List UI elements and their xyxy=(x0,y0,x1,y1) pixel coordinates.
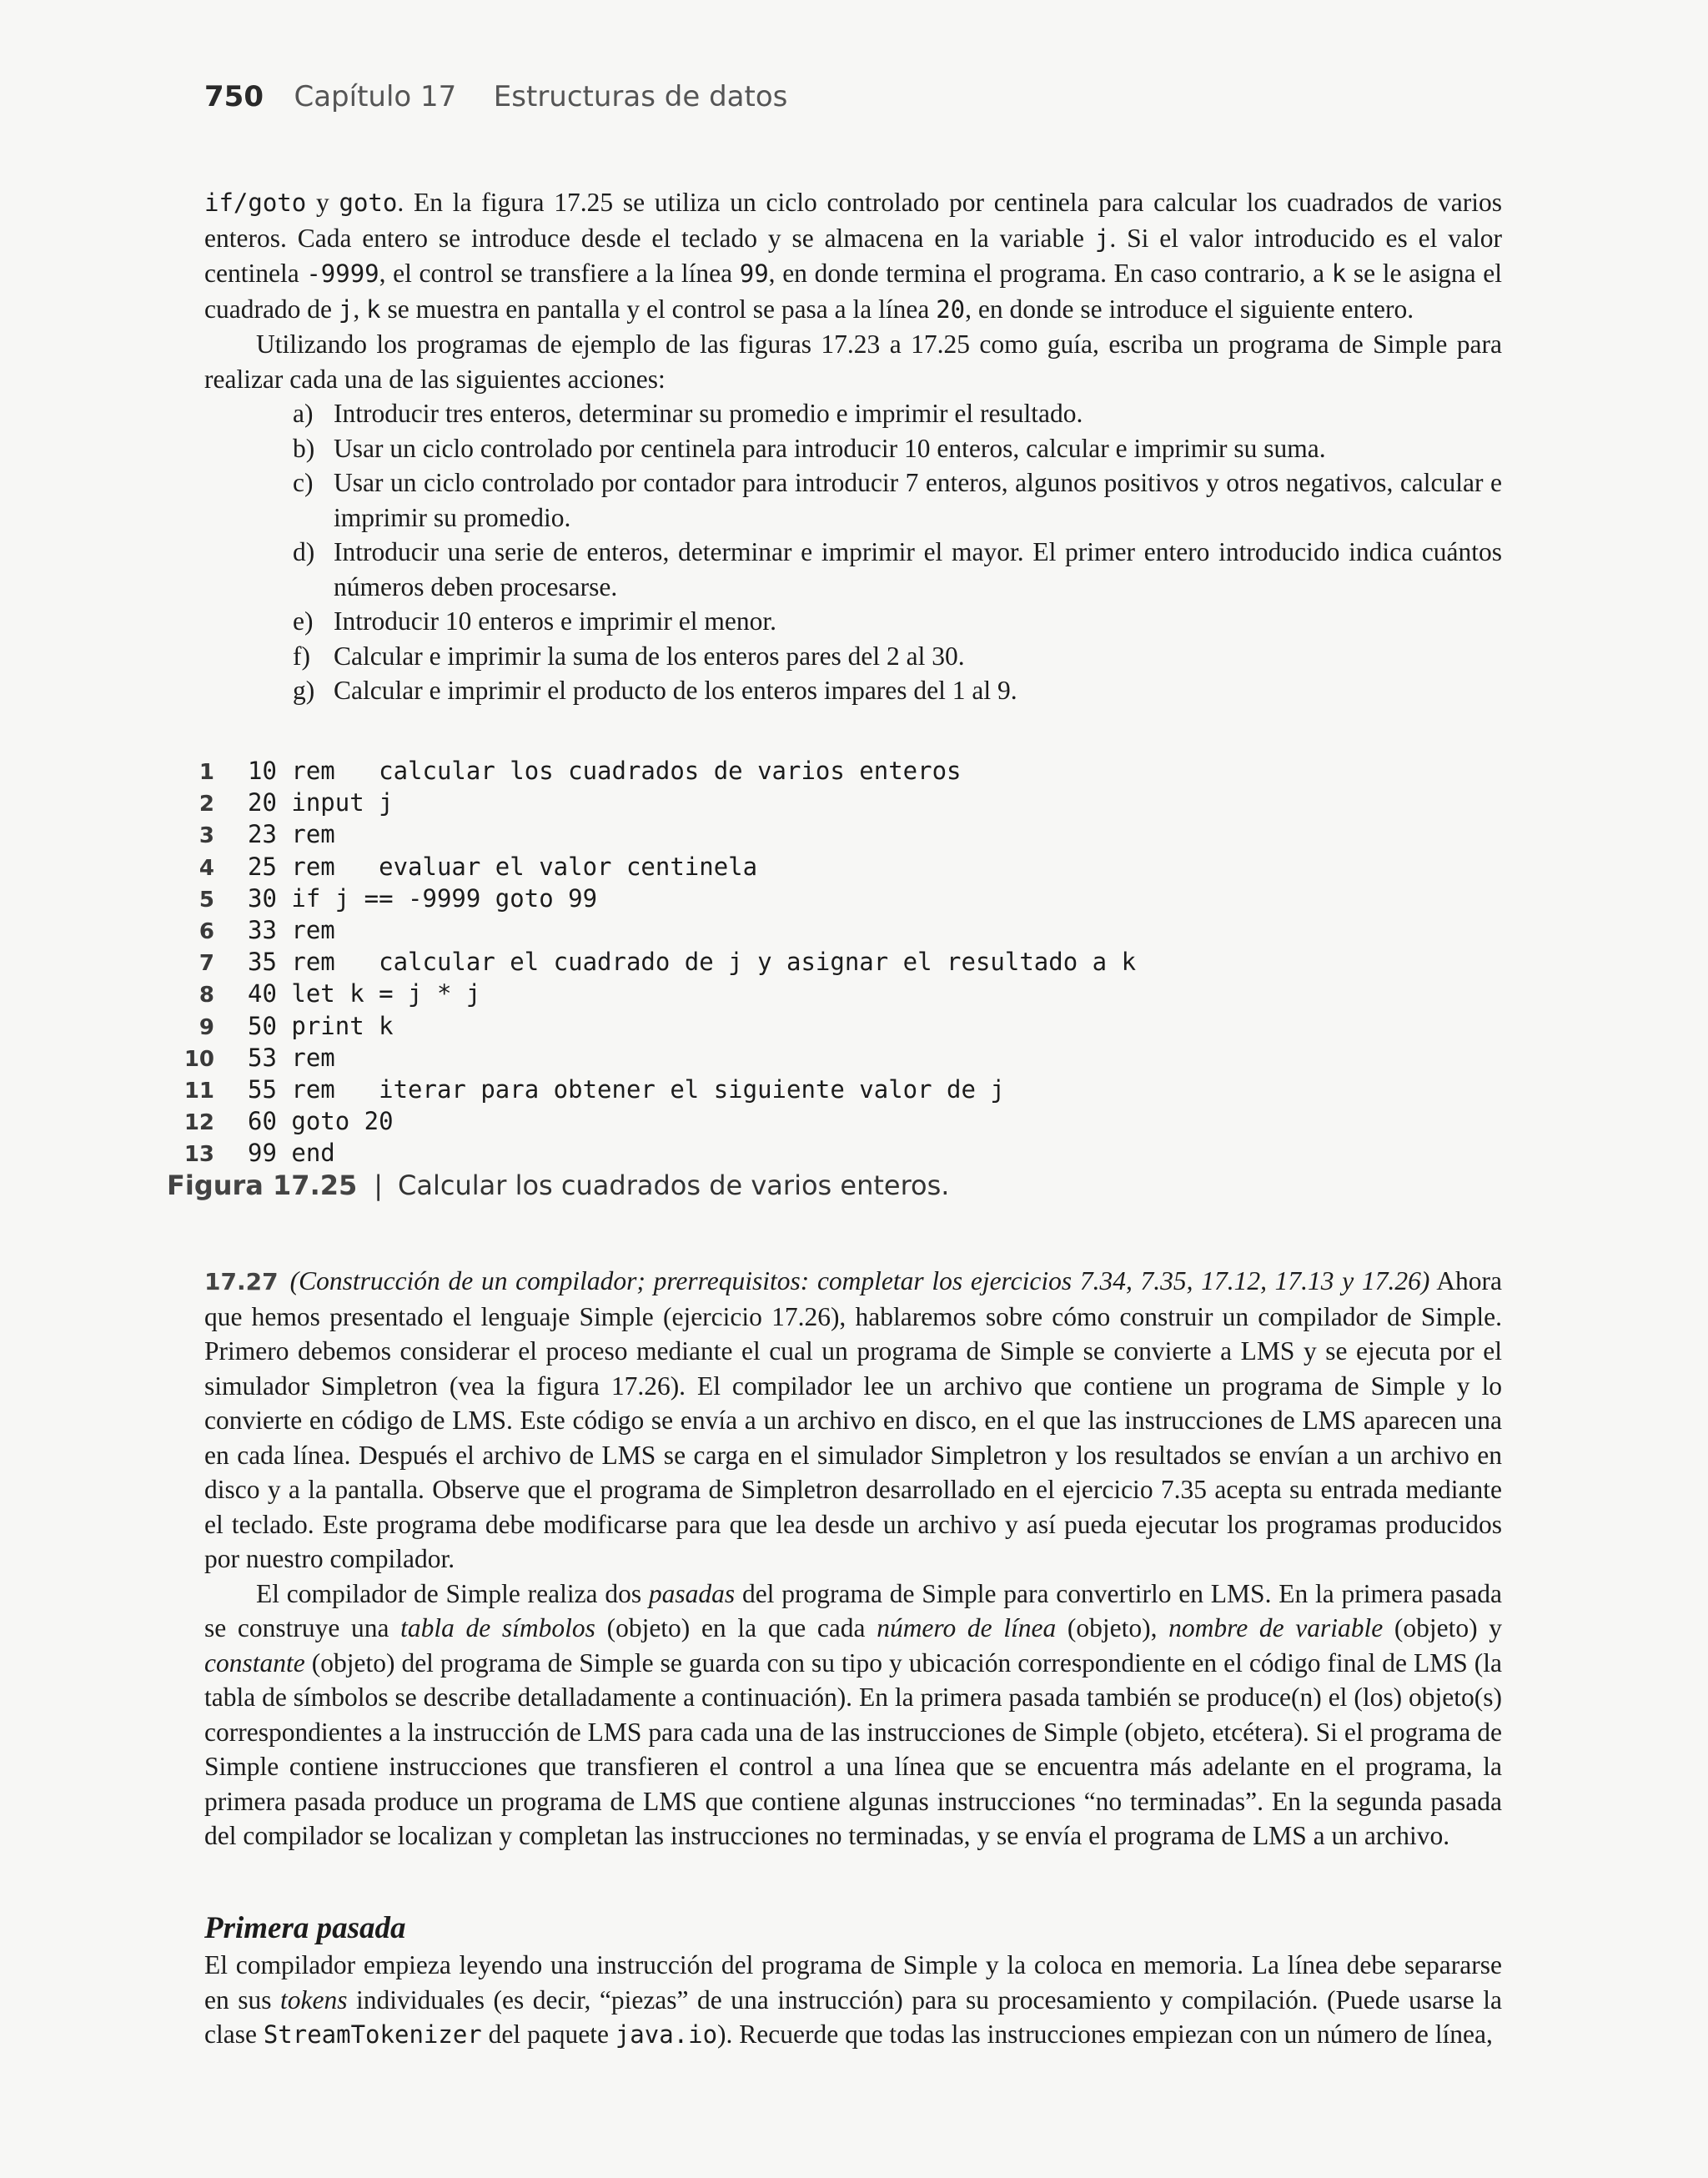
line-number: 10 xyxy=(183,1046,214,1072)
code-listing xyxy=(179,756,1136,1170)
code-line xyxy=(179,1138,1136,1169)
italic-text: (Construcción de un compilador; prerrequisitos: completar los ejercicios 7.34, 7.35, 17.12, 17.13 y 17.26) xyxy=(289,1266,1430,1295)
text-run: (objeto) en la que cada xyxy=(595,1613,877,1642)
code-term: StreamTokenizer xyxy=(263,2020,482,2049)
task-label: f) xyxy=(293,641,310,671)
figure-separator: | xyxy=(374,1169,384,1201)
code-term: j xyxy=(1094,224,1110,253)
text-run: , el control se transfiere a la línea xyxy=(379,259,740,288)
code-term: j xyxy=(338,294,354,324)
task-item xyxy=(204,396,1502,431)
code-line xyxy=(179,819,1136,851)
figure-caption-text: Calcular los cuadrados de varios enteros. xyxy=(398,1169,950,1201)
code-text: 30 if j == -9999 goto 99 xyxy=(248,883,598,913)
text-run: (objeto), xyxy=(1056,1613,1169,1642)
exercise-17-27 xyxy=(204,1264,1502,1854)
intro-paragraph xyxy=(204,185,1502,327)
code-text: 20 input j xyxy=(248,788,394,817)
task-item xyxy=(204,639,1502,674)
code-line xyxy=(179,883,1136,915)
text-run: del paquete xyxy=(481,2020,615,2049)
code-text: 50 print k xyxy=(248,1011,394,1040)
line-number: 2 xyxy=(198,792,214,817)
exercise-number: 17.27 xyxy=(204,1268,279,1295)
text-run: (objeto) del programa de Simple se guarda con su tipo y ubicación correspondiente en el código final de LMS (la tabla de símbolos se describe detalladamente a continuación). En la primera pasada también se produce(n) el (los) objeto(s) correspondientes a la instrucción de LMS para cada una de las instrucciones de Simple (objeto, etcétera). Si el programa de Simple contiene instrucciones que transfieren el control a una línea que se encuentra más adelante en el programa, la primera pasada produce un programa de LMS que contiene algunas instrucciones “no terminadas”. En la segunda pasada del compilador se localizan y completan las instrucciones no terminadas, y se envía el programa de LMS a un archivo. xyxy=(204,1647,1502,1850)
italic-text: constante xyxy=(204,1647,305,1678)
code-text: 25 rem evaluar el valor centinela xyxy=(248,852,758,881)
code-line xyxy=(179,947,1136,978)
text-run: . Si el valor introducido es el valor centinela xyxy=(204,223,1502,288)
line-number: 8 xyxy=(198,983,214,1009)
code-text: 33 rem xyxy=(248,916,335,945)
exercise-paragraph-1 xyxy=(204,1264,1502,1577)
text-run: y xyxy=(306,188,339,217)
text-run: El compilador empieza leyendo una instrucción del programa de Simple y la coloca en memoria. La línea debe separarse en sus xyxy=(204,1950,1502,2015)
code-term: k xyxy=(1331,259,1347,288)
code-line xyxy=(179,756,1136,787)
task-text: Introducir tres enteros, determinar su promedio e imprimir el resultado. xyxy=(334,399,1083,428)
code-text: 99 end xyxy=(248,1139,335,1168)
text-run: (objeto) y xyxy=(1383,1613,1503,1642)
text-run: , en donde se introduce el siguiente entero. xyxy=(965,294,1414,324)
figure-caption xyxy=(167,1169,949,1201)
code-line xyxy=(179,978,1136,1010)
task-text: Introducir 10 enteros e imprimir el menor. xyxy=(334,606,776,636)
text-run: Ahora que hemos presentado el lenguaje Simple (ejercicio 17.26), hablaremos sobre cómo construir un compilador de Simple. Primero debemos considerar el proceso mediante el cual un programa de Simple se convierte a LMS y se ejecuta por el simulador Simpletron (vea la figura 17.26). El compilador lee un archivo que contiene un programa de Simple y lo convierte en código de LMS. Este código se envía a un archivo en disco, en el que las instrucciones de LMS aparecen una en cada línea. Después el archivo de LMS se carga en el simulador Simpletron y los resultados se envían a un archivo en disco y a la pantalla. Observe que el programa de Simpletron desarrollado en el ejercicio 7.35 acepta su entrada mediante el teclado. Este programa debe modificarse para que lea desde un archivo y así pueda ejecutar los programas producidos por nuestro compilador. xyxy=(204,1266,1502,1573)
task-label: c) xyxy=(293,468,314,497)
italic-text: número de línea xyxy=(877,1613,1057,1642)
code-text: 55 rem iterar para obtener el siguiente valor de j xyxy=(248,1075,1005,1104)
code-term: 20 xyxy=(936,294,966,324)
task-item xyxy=(204,604,1502,639)
exercise-paragraph-2 xyxy=(204,1577,1502,1854)
code-line xyxy=(179,787,1136,819)
task-label: e) xyxy=(293,606,314,636)
task-item xyxy=(204,431,1502,466)
page-number: 750 xyxy=(204,80,264,113)
italic-text: nombre de variable xyxy=(1168,1613,1384,1642)
section-heading: Primera pasada xyxy=(204,1911,406,1945)
section-paragraph xyxy=(204,1948,1502,2053)
line-number: 9 xyxy=(198,1014,214,1040)
code-term: java.io xyxy=(615,2020,718,2049)
text-run: individuales (es decir, “piezas” de una instrucción) para su procesamiento y compilación. (Puede usarse la clase xyxy=(204,1984,1502,2049)
task-label: b) xyxy=(293,433,315,463)
page-header xyxy=(204,80,787,113)
task-list xyxy=(204,396,1502,708)
text-run: . En la figura 17.25 se utiliza un ciclo controlado por centinela para calcular los cuadrados de varios enteros. Cada entero se introduce desde el teclado y se almacena en la variable xyxy=(204,188,1503,253)
intro-section xyxy=(204,185,1502,708)
chapter-label: Capítulo 17 xyxy=(294,80,457,113)
code-term: -9999 xyxy=(306,259,379,288)
text-run: El compilador de Simple realiza dos xyxy=(256,1578,649,1608)
text-run: , xyxy=(353,294,367,324)
text-run: ). Recuerde que todas las instrucciones empiezan con un número de línea, xyxy=(717,2020,1493,2049)
code-text: 35 rem calcular el cuadrado de j y asignar el resultado a k xyxy=(248,948,1137,977)
text-run: , en donde termina el programa. En caso contrario, a xyxy=(768,259,1332,288)
figure-label: Figura 17.25 xyxy=(167,1169,358,1201)
instructions-paragraph: Utilizando los programas de ejemplo de las figuras 17.23 a 17.25 como guía, escriba un programa de Simple para realizar cada una de las siguientes acciones: xyxy=(204,329,1502,394)
task-item xyxy=(204,535,1502,604)
line-number: 7 xyxy=(198,951,214,977)
task-text: Calcular e imprimir el producto de los enteros impares del 1 al 9. xyxy=(334,676,1017,705)
code-line xyxy=(179,1043,1136,1074)
line-number: 4 xyxy=(198,855,214,881)
line-number: 13 xyxy=(183,1142,214,1168)
chapter-title: Estructuras de datos xyxy=(493,80,788,113)
line-number: 3 xyxy=(198,823,214,849)
code-line xyxy=(179,1106,1136,1138)
text-run: se muestra en pantalla y el control se pasa a la línea xyxy=(380,294,937,324)
line-number: 12 xyxy=(183,1110,214,1136)
code-line xyxy=(179,915,1136,947)
task-text: Usar un ciclo controlado por contador para introducir 7 enteros, algunos positivos y otros negativos, calcular e imprimir su promedio. xyxy=(334,468,1502,532)
line-number: 11 xyxy=(183,1079,214,1104)
italic-text: pasadas xyxy=(648,1578,736,1608)
task-item xyxy=(204,465,1502,535)
text-run: se le asigna el cuadrado de xyxy=(204,259,1502,324)
task-label: g) xyxy=(293,676,315,705)
code-term: k xyxy=(366,294,381,324)
italic-text: tabla de símbolos xyxy=(400,1613,595,1642)
exercise-text-1 xyxy=(204,1266,1502,1573)
task-label: d) xyxy=(293,537,315,566)
italic-text: tokens xyxy=(280,1984,348,2015)
code-text: 10 rem calcular los cuadrados de varios enteros xyxy=(248,757,962,785)
code-term: goto xyxy=(339,189,398,217)
code-line xyxy=(179,852,1136,883)
task-text: Introducir una serie de enteros, determinar e imprimir el mayor. El primer entero introducido indica cuántos números deben procesarse. xyxy=(334,537,1502,601)
code-term: if/goto xyxy=(204,189,307,217)
task-text: Calcular e imprimir la suma de los enteros pares del 2 al 30. xyxy=(334,641,965,671)
text-run: del programa de Simple para convertirlo en LMS. En la primera pasada se construye una xyxy=(204,1578,1502,1642)
code-line xyxy=(179,1011,1136,1043)
line-number: 1 xyxy=(198,760,214,785)
section-body xyxy=(204,1948,1502,2053)
task-label: a) xyxy=(293,399,314,428)
task-text: Usar un ciclo controlado por centinela para introducir 10 enteros, calcular e imprimir su suma. xyxy=(334,433,1326,463)
code-line xyxy=(179,1074,1136,1106)
task-item xyxy=(204,673,1502,708)
line-number: 6 xyxy=(198,919,214,945)
code-text: 53 rem xyxy=(248,1043,335,1072)
code-text: 60 goto 20 xyxy=(248,1107,394,1136)
code-term: 99 xyxy=(739,259,769,288)
code-text: 40 let k = j * j xyxy=(248,979,481,1009)
code-text: 23 rem xyxy=(248,820,335,849)
line-number: 5 xyxy=(198,887,214,913)
